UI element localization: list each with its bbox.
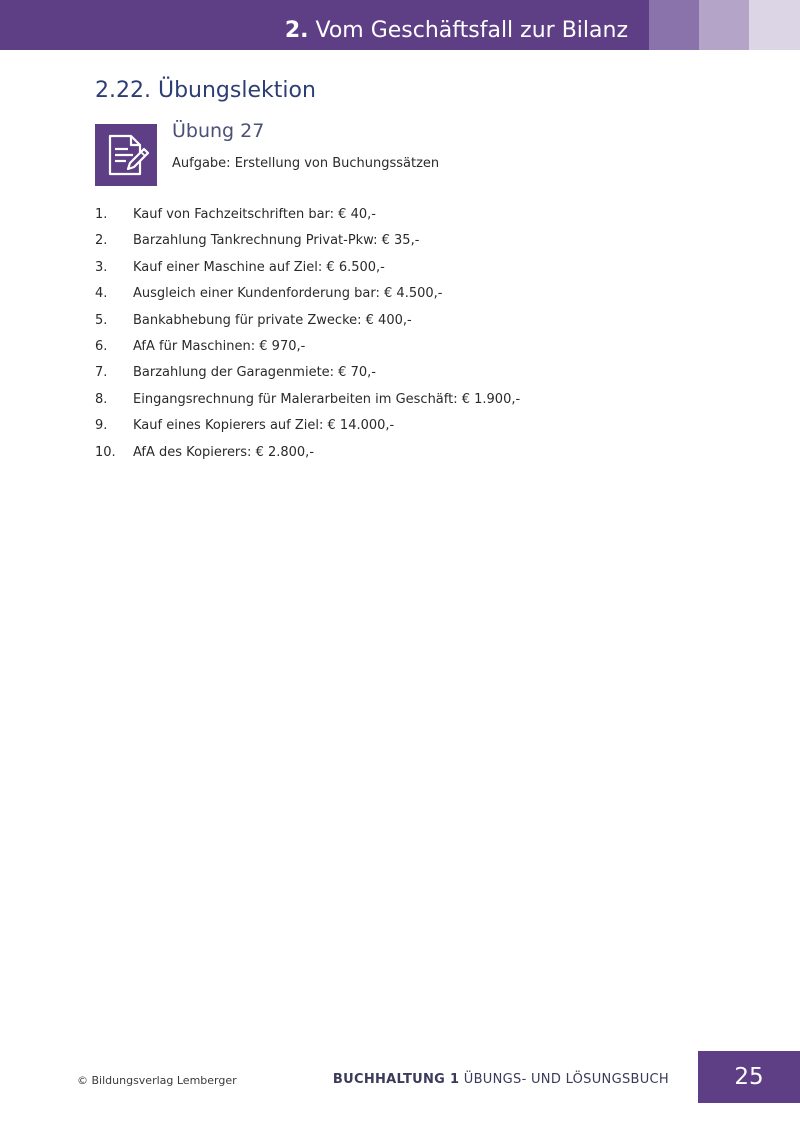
- list-item: [95, 364, 520, 390]
- chapter-title: [285, 0, 628, 50]
- exercise-task: Aufgabe: Erstellung von Buchungssätzen: [172, 156, 440, 171]
- item-number: 3.: [95, 259, 108, 275]
- chapter-header: [0, 0, 800, 50]
- list-item: [95, 312, 520, 338]
- page-number-box: [698, 1051, 800, 1103]
- item-number: 7.: [95, 365, 108, 381]
- item-number: 6.: [95, 338, 108, 354]
- list-item: [95, 391, 520, 417]
- list-item: [95, 259, 520, 285]
- page-number: 25: [734, 1064, 764, 1090]
- list-item: [95, 285, 520, 311]
- list-item: [95, 417, 520, 443]
- book-title-bold: BUCHHALTUNG 1: [332, 1072, 460, 1087]
- list-item: [95, 444, 520, 470]
- header-swatch-1: [649, 0, 699, 50]
- task-list: [95, 206, 520, 470]
- section-title: 2.22. Übungslektion: [95, 78, 316, 103]
- item-number: 2.: [95, 233, 108, 249]
- item-number: 9.: [95, 418, 108, 434]
- list-item: [95, 206, 520, 232]
- footer-book-title: [333, 1072, 669, 1087]
- book-title-rest: ÜBUNGS- UND LÖSUNGSBUCH: [463, 1072, 669, 1087]
- chapter-name: Vom Geschäftsfall zur Bilanz: [315, 18, 628, 43]
- list-item: [95, 232, 520, 258]
- item-text: Kauf einer Maschine auf Ziel: € 6.500,-: [133, 259, 385, 275]
- list-item: [95, 338, 520, 364]
- item-text: Ausgleich einer Kundenforderung bar: € 4.500,-: [133, 286, 443, 302]
- item-number: 8.: [95, 391, 108, 407]
- item-text: AfA für Maschinen: € 970,-: [133, 338, 306, 354]
- document-edit-icon: [95, 124, 157, 186]
- footer-copyright: © Bildungsverlag Lemberger: [77, 1074, 237, 1087]
- item-number: 4.: [95, 286, 108, 302]
- header-swatch-3: [749, 0, 800, 50]
- item-text: AfA des Kopierers: € 2.800,-: [133, 444, 315, 460]
- exercise-title: Übung 27: [172, 120, 265, 142]
- item-text: Bankabhebung für private Zwecke: € 400,-: [133, 312, 412, 328]
- item-number: 5.: [95, 312, 108, 328]
- item-text: Eingangsrechnung für Malerarbeiten im Geschäft: € 1.900,-: [133, 391, 521, 407]
- item-text: Barzahlung Tankrechnung Privat-Pkw: € 35,-: [133, 233, 420, 249]
- item-text: Barzahlung der Garagenmiete: € 70,-: [133, 365, 376, 381]
- item-text: Kauf von Fachzeitschriften bar: € 40,-: [133, 207, 376, 222]
- item-text: Kauf eines Kopierers auf Ziel: € 14.000,-: [133, 418, 395, 434]
- item-number: 10.: [95, 444, 116, 460]
- chapter-number: 2.: [284, 18, 309, 43]
- header-swatch-2: [699, 0, 749, 50]
- item-number: 1.: [95, 207, 108, 222]
